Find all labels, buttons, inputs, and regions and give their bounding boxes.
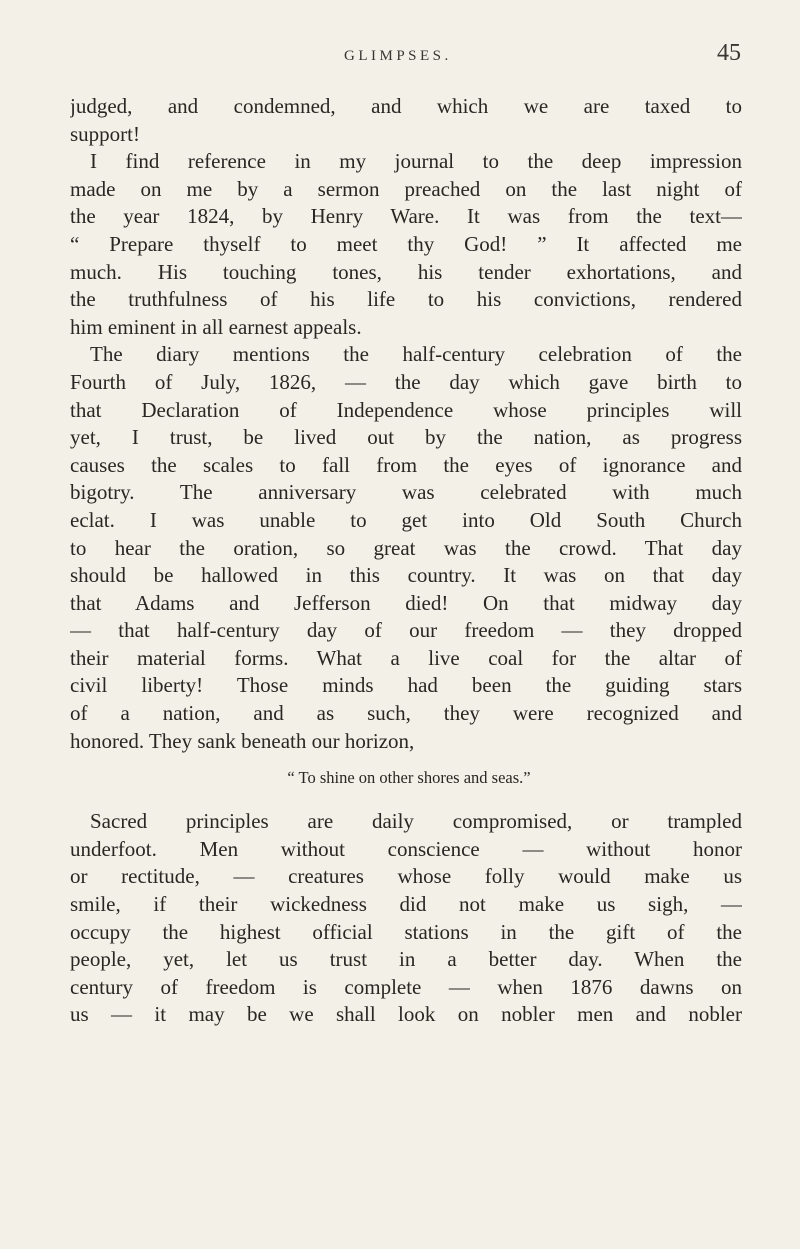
text-line: — that half-century day of our freedom — they dropped xyxy=(70,618,742,643)
running-head: GLIMPSES. xyxy=(344,48,452,64)
page-number: 45 xyxy=(717,40,741,66)
text-line: him eminent in all earnest appeals. xyxy=(70,314,362,339)
text-line: smile, if their wickedness did not make us sigh, — xyxy=(70,892,742,917)
text-line: century of freedom is complete — when 1876 dawns on xyxy=(70,974,742,999)
text-line: bigotry. The anniversary was celebrated with much xyxy=(70,480,742,505)
text-line: that Adams and Jefferson died! On that midway day xyxy=(70,590,742,615)
text-line: “ Prepare thyself to meet thy God! ” It affected me xyxy=(70,231,742,256)
text-line: much. His touching tones, his tender exhortations, and xyxy=(70,259,742,284)
text-line: the truthfulness of his life to his convictions, rendered xyxy=(70,287,742,312)
text-line: honored. They sank beneath our horizon, xyxy=(70,728,415,753)
text-line: Fourth of July, 1826, — the day which gave birth to xyxy=(70,369,742,394)
text-line: yet, I trust, be lived out by the nation, as progress xyxy=(70,425,742,450)
text-line: The diary mentions the half-century celebration of the xyxy=(90,342,742,367)
verse-quote: “ To shine on other shores and seas.” xyxy=(287,768,531,788)
body-text xyxy=(70,93,742,1029)
text-line: to hear the oration, so great was the crowd. That day xyxy=(70,535,742,560)
text-line: should be hallowed in this country. It was on that day xyxy=(70,563,742,588)
text-line: I find reference in my journal to the deep impression xyxy=(90,149,742,174)
text-line: their material forms. What a live coal for the altar of xyxy=(70,645,742,670)
text-line: judged, and condemned, and which we are taxed to xyxy=(70,94,742,118)
text-line: or rectitude, — creatures whose folly would make us xyxy=(70,864,742,889)
text-line: Sacred principles are daily compromised, or trampled xyxy=(90,809,742,834)
text-line: civil liberty! Those minds had been the guiding stars xyxy=(70,673,742,698)
text-line: the year 1824, by Henry Ware. It was from the text— xyxy=(70,204,742,229)
text-line: of a nation, and as such, they were recognized and xyxy=(70,701,742,726)
text-line: eclat. I was unable to get into Old South Church xyxy=(70,507,742,532)
text-line: made on me by a sermon preached on the last night of xyxy=(70,176,742,201)
text-line: causes the scales to fall from the eyes of ignorance and xyxy=(70,452,742,477)
text-line: support! xyxy=(70,121,140,146)
text-line: underfoot. Men without conscience — without honor xyxy=(70,836,742,861)
text-line: that Declaration of Independence whose principles will xyxy=(70,397,742,422)
text-line: us — it may be we shall look on nobler men and nobler xyxy=(70,1002,742,1027)
text-line: people, yet, let us trust in a better day. When the xyxy=(70,947,742,972)
text-line: occupy the highest official stations in the gift of the xyxy=(70,919,742,944)
